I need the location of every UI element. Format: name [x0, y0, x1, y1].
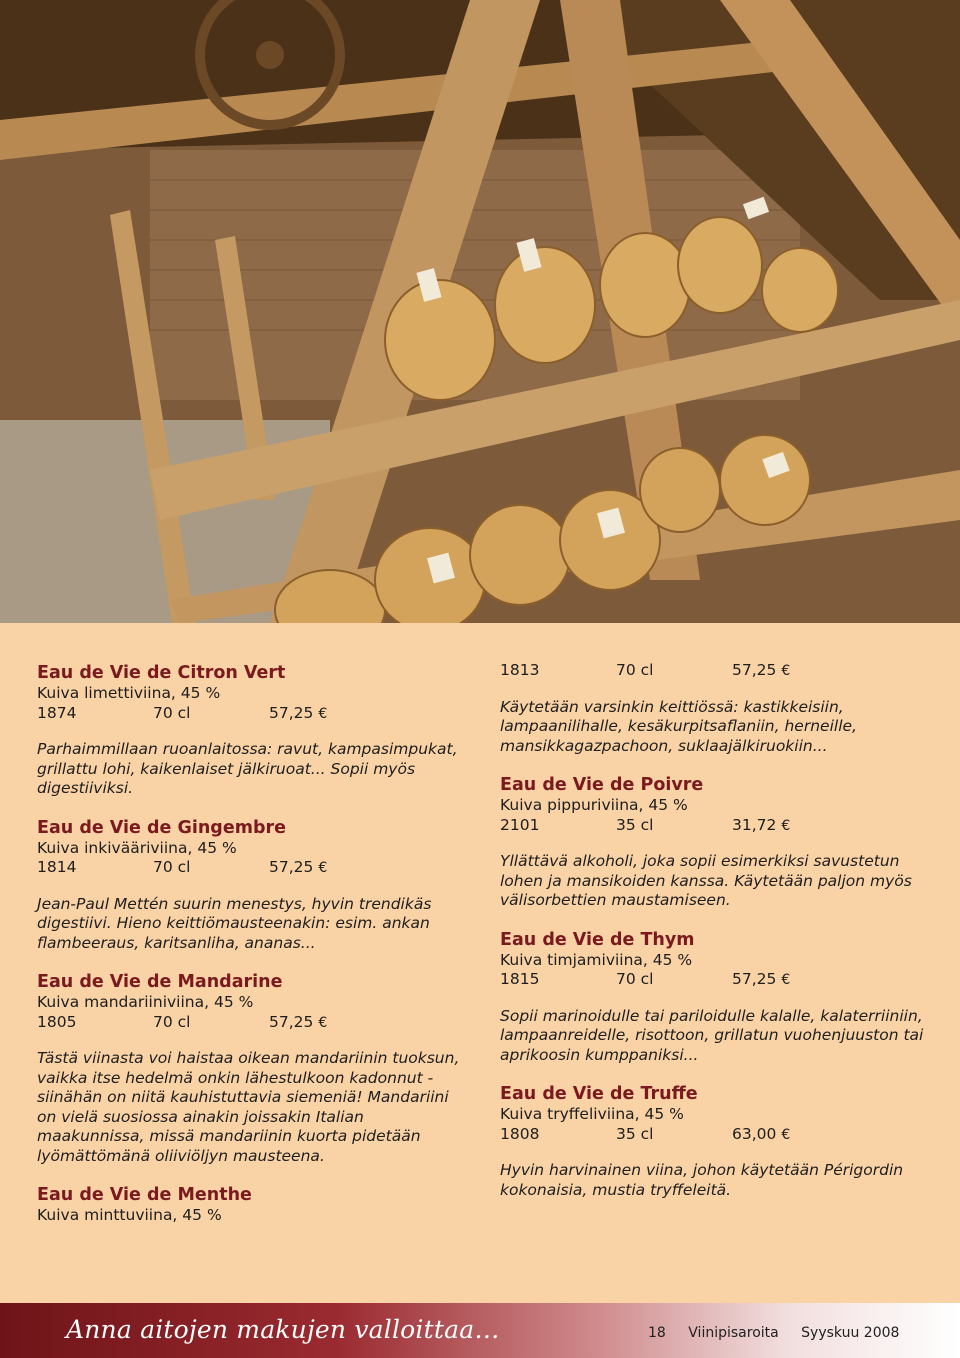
product-price: 57,25 [732, 970, 777, 988]
product-price: 63,00 [732, 1124, 777, 1143]
product-volume: 70 cl [153, 703, 191, 722]
product-volume: 70 cl [616, 970, 654, 988]
product-spec [500, 816, 930, 837]
product-mandarine [37, 972, 467, 1166]
euro-icon: € [781, 663, 791, 679]
left-column [37, 623, 467, 1245]
product-spec [500, 661, 930, 682]
product-title: Eau de Vie de Citron Vert [37, 663, 286, 683]
product-gingembre [37, 818, 467, 954]
product-title: Eau de Vie de Thym [500, 929, 695, 950]
attic-photo [0, 0, 960, 623]
product-description: Hyvin harvinainen viina, johon käytetään Périgordin kokonaisia, mustia tryffeleitä. [500, 1161, 904, 1199]
footer-folio [648, 1325, 917, 1341]
product-description: Sopii marinoidulle tai pariloidulle kalalle, kalaterriiniin, lampaanreidelle, risottoon, grillatun vuohenjuuston tai aprikoosin kumppaniksi... [500, 1006, 924, 1064]
product-price: 57,25 [732, 661, 777, 679]
product-menthe-continued [500, 661, 930, 756]
product-title: Eau de Vie de Gingembre [37, 817, 286, 838]
product-citron-vert [37, 663, 467, 799]
product-spec [500, 1125, 930, 1146]
product-year: 1813 [500, 661, 540, 679]
euro-icon: € [781, 1126, 791, 1143]
page-footer [0, 1303, 960, 1358]
product-subtitle: Kuiva tryffeliviina, 45 % [500, 1105, 684, 1123]
product-year: 1814 [37, 858, 77, 876]
product-thym [500, 930, 930, 1066]
product-menthe [37, 1185, 467, 1226]
product-subtitle: Kuiva timjamiviina, 45 % [500, 950, 693, 969]
euro-icon: € [318, 860, 328, 876]
product-title: Eau de Vie de Menthe [37, 1185, 252, 1205]
product-poivre [500, 775, 930, 911]
product-subtitle: Kuiva minttuviina, 45 % [37, 1206, 222, 1224]
product-price: 57,25 [269, 1012, 314, 1031]
product-title: Eau de Vie de Poivre [500, 775, 704, 795]
euro-icon: € [781, 817, 791, 834]
product-subtitle: Kuiva pippuriviina, 45 % [500, 796, 688, 814]
product-title: Eau de Vie de Truffe [500, 1084, 698, 1104]
product-volume: 35 cl [616, 1124, 654, 1143]
product-year: 1808 [500, 1124, 540, 1143]
product-volume: 35 cl [616, 815, 654, 834]
product-description: Tästä viinasta voi haistaa oikean mandariinin tuoksun, vaikka itse hedelmä onkin lähestulkoon kadonnut - siinähän on niitä kauhistuttavia siemeniä! Mandariini on vielä suosiossa ainakin joissakin Italian maakunnissa, missä mandariinin kuorta pidetään lyömättömänä oliiviöljyn mausteena. [37, 1049, 460, 1165]
product-year: 2101 [500, 815, 540, 834]
product-year: 1874 [37, 703, 77, 722]
product-subtitle: Kuiva mandariiniviina, 45 % [37, 993, 254, 1011]
issue-date: Syyskuu 2008 [801, 1325, 900, 1341]
product-description: Yllättävä alkoholi, joka sopii esimerkiksi savustetun lohen ja mansikoiden kanssa. Käytetään paljon myös välisorbettien maustamiseen. [500, 852, 912, 909]
euro-icon: € [318, 1014, 328, 1031]
product-subtitle: Kuiva limettiviina, 45 % [37, 684, 221, 702]
product-truffe [500, 1084, 930, 1200]
page-number: 18 [648, 1325, 666, 1341]
right-column [500, 623, 930, 1219]
product-description: Käytetään varsinkin keittiössä: kastikkeisiin, lampaanilihalle, kesäkurpitsaflaniin, herneille, mansikkagazpachoon, suklaajälkiruokiin... [500, 697, 857, 755]
product-spec [37, 704, 467, 725]
product-spec [37, 1013, 467, 1034]
product-price: 57,25 [269, 703, 314, 722]
product-description: Jean-Paul Mettén suurin menestys, hyvin trendikäs digestiivi. Hieno keittiömausteenakin: esim. ankan flambeeraus, karitsanliha, ananas... [37, 894, 432, 952]
publication-name: Viinipisaroita [688, 1325, 779, 1341]
product-spec [500, 970, 930, 991]
euro-icon: € [318, 705, 328, 722]
product-spec [37, 858, 467, 879]
text-panel [0, 623, 960, 1303]
product-description: Parhaimmillaan ruoanlaitossa: ravut, kampasimpukat, grillattu lohi, kaikenlaiset jälkiruoat... Sopii myös digestiiviksi. [37, 740, 458, 797]
product-title: Eau de Vie de Mandarine [37, 972, 283, 992]
product-price: 57,25 [269, 858, 314, 876]
footer-slogan: Anna aitojen makujen valloittaa… [66, 1315, 500, 1344]
euro-icon: € [781, 972, 791, 988]
product-price: 31,72 [732, 815, 777, 834]
product-year: 1815 [500, 970, 540, 988]
attic-illustration [0, 0, 960, 623]
product-subtitle: Kuiva inkivääriviina, 45 % [37, 838, 237, 857]
product-volume: 70 cl [153, 858, 191, 876]
product-volume: 70 cl [616, 661, 654, 679]
product-year: 1805 [37, 1012, 77, 1031]
product-volume: 70 cl [153, 1012, 191, 1031]
